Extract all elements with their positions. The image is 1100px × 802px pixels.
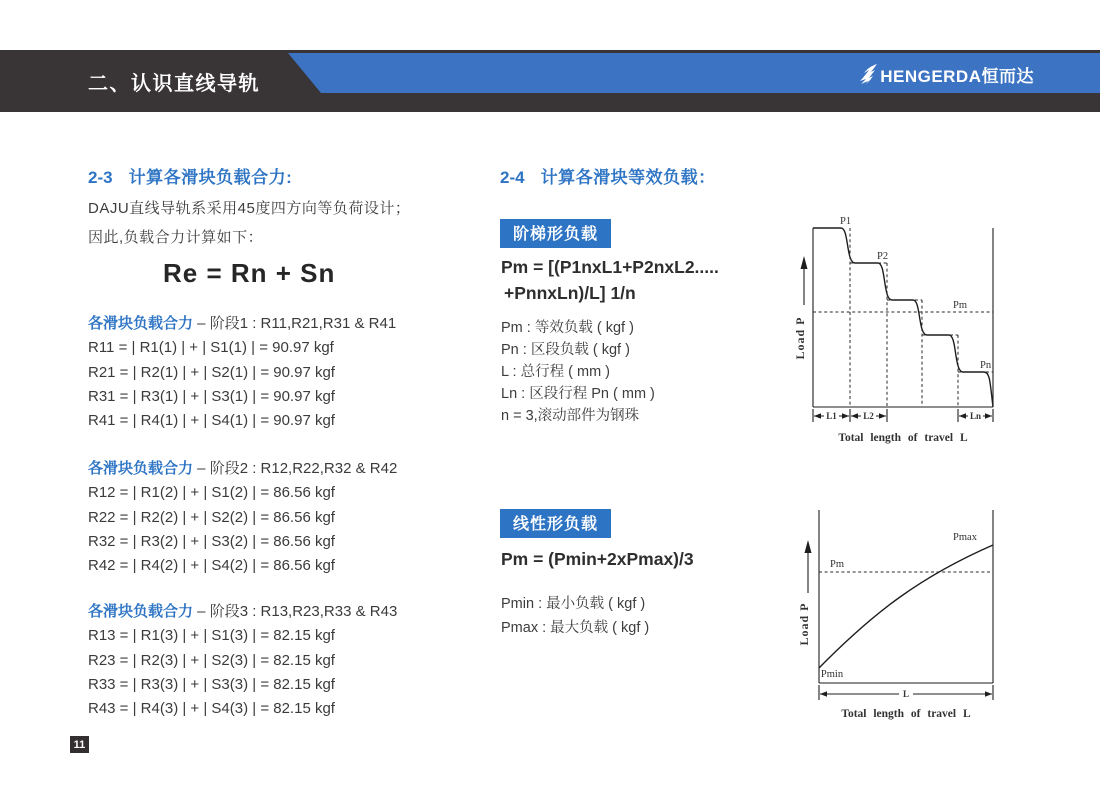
- x-axis-title: Total length of travel L: [841, 708, 971, 720]
- block-title: [88, 600, 397, 624]
- block-title-lead: 各滑块负载合力: [88, 603, 194, 620]
- block-title-lead: 各滑块负载合力: [88, 315, 194, 332]
- y-axis-label: Load P: [793, 316, 807, 360]
- intro-paragraph: [88, 194, 410, 252]
- definition-line: n = 3,滚动部件为钢珠: [501, 408, 640, 424]
- equation-line: R21 = | R2(1) | + | S2(1) | = 90.97 kgf: [88, 363, 335, 381]
- x-axis-title: Total length of travel L: [838, 432, 968, 444]
- equation-line: R12 = | R1(2) | + | S1(2) | = 86.56 kgf: [88, 484, 335, 502]
- equation-line: R33 = | R3(3) | + | S3(3) | = 82.15 kgf: [88, 675, 335, 693]
- pmin-label: Pmin: [820, 669, 844, 680]
- l2-label: L2: [863, 411, 874, 421]
- step-load-curve: [813, 228, 993, 407]
- section-number: 2-4: [500, 168, 525, 187]
- load-block-stage2: [88, 457, 397, 578]
- definition-line: Pmin : 最小负载 ( kgf ): [501, 596, 646, 612]
- resultant-load-formula: Re = Rn + Sn: [163, 258, 336, 288]
- intro-line: DAJU直线导轨系采用45度四方向等负荷设计；: [88, 200, 411, 217]
- section-2-4-heading: [500, 163, 716, 188]
- section-title: 计算各滑块等效负载：: [540, 168, 716, 187]
- y-axis-label: Load P: [797, 602, 811, 646]
- block-title-rest: – 阶段3 : R13,R23,R33 & R43: [193, 603, 398, 620]
- block-title: [88, 312, 396, 336]
- linear-load-definitions: [501, 592, 649, 640]
- formula-line: Pm = [(P1nxL1+P2nxL2.....: [501, 257, 719, 277]
- page-number-badge: 11: [70, 736, 89, 753]
- p1-label: P1: [840, 216, 852, 227]
- section-number: 2-3: [88, 168, 113, 187]
- linear-load-badge: 线性形负载: [500, 509, 611, 538]
- ln-label: Ln: [969, 411, 982, 421]
- section-2-3-heading: [88, 163, 292, 188]
- definition-line: Ln : 区段行程 Pn ( mm ): [501, 386, 655, 402]
- equation-line: R41 = | R4(1) | + | S4(1) | = 90.97 kgf: [88, 412, 335, 430]
- equation-line: R42 = | R4(2) | + | S4(2) | = 86.56 kgf: [88, 557, 335, 575]
- step-load-badge: 阶梯形负载: [500, 219, 611, 248]
- step-load-definitions: [501, 317, 655, 427]
- header-bar: [0, 50, 1100, 112]
- pm-label: Pm: [829, 559, 845, 570]
- block-title-rest: – 阶段1 : R11,R21,R31 & R41: [193, 315, 397, 332]
- linear-load-formula: Pm = (Pmin+2xPmax)/3: [501, 549, 694, 569]
- equation-line: R11 = | R1(1) | + | S1(1) | = 90.97 kgf: [88, 339, 334, 357]
- equation-line: R32 = | R3(2) | + | S3(2) | = 86.56 kgf: [88, 532, 335, 550]
- pmax-label: Pmax: [953, 532, 977, 543]
- block-title-lead: 各滑块负载合力: [88, 460, 194, 477]
- chart-frame: [813, 228, 993, 407]
- definition-line: Pm : 等效负载 ( kgf ): [501, 320, 634, 336]
- linear-load-curve: [819, 545, 993, 668]
- equation-line: R22 = | R2(2) | + | S2(2) | = 86.56 kgf: [88, 508, 335, 526]
- equation-line: R43 = | R4(3) | + | S4(3) | = 82.15 kgf: [88, 700, 335, 718]
- equation-line: R23 = | R2(3) | + | S2(3) | = 82.15 kgf: [88, 651, 335, 669]
- l1-label: L1: [826, 411, 837, 421]
- step-load-formula: [501, 254, 719, 306]
- linear-load-figure: [780, 498, 1040, 726]
- block-title: [88, 457, 397, 481]
- definition-line: Pn : 区段负载 ( kgf ): [501, 342, 630, 358]
- step-load-figure: [780, 200, 1040, 450]
- pn-label: Pn: [980, 360, 992, 371]
- definition-line: Pmax : 最大负载 ( kgf ): [501, 620, 650, 636]
- section-title: 计算各滑块负载合力:: [128, 168, 293, 187]
- pm-label: Pm: [953, 300, 968, 311]
- z-fish-icon: [857, 62, 879, 86]
- definition-line: L : 总行程 ( mm ): [501, 364, 611, 380]
- formula-line: +PnnxLn)/L] 1/n: [504, 283, 636, 303]
- brand-logo: [857, 60, 1034, 88]
- load-block-stage3: [88, 600, 397, 721]
- intro-line: 因此,负载合力计算如下：: [88, 229, 264, 246]
- equation-line: R31 = | R3(1) | + | S3(1) | = 90.97 kgf: [88, 387, 335, 405]
- block-title-rest: – 阶段2 : R12,R22,R32 & R42: [193, 460, 398, 477]
- load-block-stage1: [88, 312, 396, 433]
- l-label: L: [902, 689, 910, 699]
- p2-label: P2: [877, 251, 889, 262]
- page-title: 二、认识直线导轨: [88, 72, 260, 95]
- brand-logo-text: HENGERDA恒而达: [880, 66, 1034, 86]
- equation-line: R13 = | R1(3) | + | S1(3) | = 82.15 kgf: [88, 627, 335, 645]
